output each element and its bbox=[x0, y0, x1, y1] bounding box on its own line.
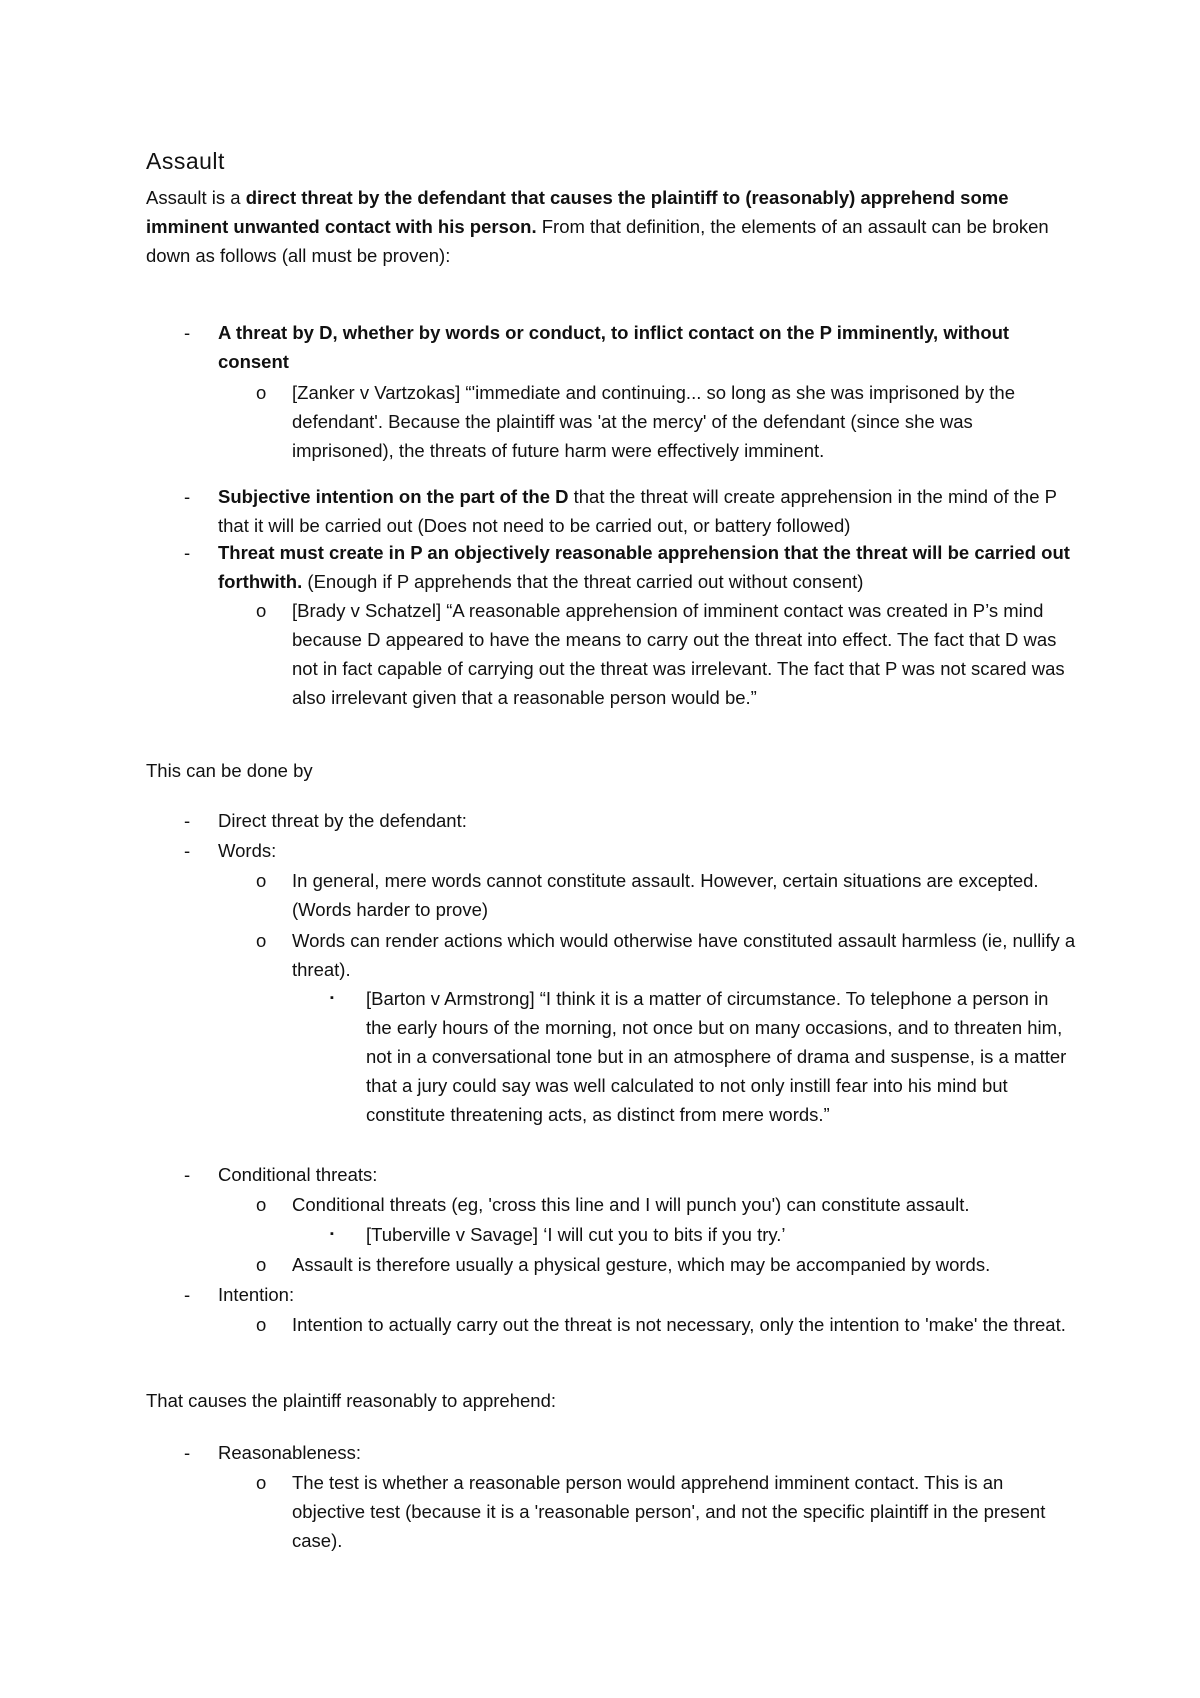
circle-bullet: o bbox=[256, 382, 267, 403]
circle-bullet: o bbox=[256, 870, 267, 891]
item-conditional-threats: Conditional threats: bbox=[218, 1164, 378, 1185]
section-heading-done-by: This can be done by bbox=[146, 760, 313, 781]
words-sub-nullify: Words can render actions which would otherwise have constituted assault harmless (ie, nullify a threat). bbox=[292, 930, 1076, 980]
dash-bullet: - bbox=[184, 1164, 191, 1185]
dash-bullet: - bbox=[184, 1442, 191, 1463]
circle-bullet: o bbox=[256, 1314, 267, 1335]
dash-bullet: - bbox=[184, 542, 191, 563]
section-heading-apprehend: That causes the plaintiff reasonably to apprehend: bbox=[146, 1390, 557, 1411]
dash-bullet: - bbox=[184, 322, 191, 343]
case-tuberville: [Tuberville v Savage] ‘I will cut you to bits if you try.’ bbox=[366, 1224, 786, 1245]
intro-text-rest: From that definition, the elements of an assault can be broken down as follows (all must be proven): bbox=[146, 216, 1049, 266]
dash-bullet: - bbox=[184, 810, 191, 831]
page-title: Assault bbox=[146, 148, 225, 174]
dash-bullet: - bbox=[184, 840, 191, 861]
words-sub-general: In general, mere words cannot constitute assault. However, certain situations are excepted. (Words harder to prove) bbox=[292, 870, 1039, 920]
element-threat: A threat by D, whether by words or conduct, to inflict contact on the P imminently, without consent bbox=[218, 322, 1010, 372]
element-intention-text: that the threat will create apprehension in the mind of the P that it will be carried out (Does not need to be carried out, or battery followed) bbox=[218, 486, 1057, 536]
dash-bullet: - bbox=[184, 1284, 191, 1305]
element-apprehension-bold: Threat must create in P an objectively reasonable apprehension that the threat will be carried out forthwith. bbox=[218, 542, 1070, 592]
case-barton: [Barton v Armstrong] “I think it is a matter of circumstance. To telephone a person in the early hours of the morning, not once but on many occasions, and to threaten him, not in a conversational tone but in an atmosphere of drama and suspense, is a matter that a jury could say was well calculated to not only instill fear into his mind but constitute threatening acts, as distinct from mere words.” bbox=[366, 988, 1067, 1125]
circle-bullet: o bbox=[256, 1254, 267, 1275]
circle-bullet: o bbox=[256, 930, 267, 951]
circle-bullet: o bbox=[256, 1194, 267, 1215]
item-intention: Intention: bbox=[218, 1284, 295, 1305]
intention-sub: Intention to actually carry out the threat is not necessary, only the intention to 'make' the threat. bbox=[292, 1314, 1066, 1335]
circle-bullet: o bbox=[256, 600, 267, 621]
square-bullet: ▪ bbox=[330, 992, 334, 1004]
square-bullet: ▪ bbox=[330, 1228, 334, 1240]
conditional-sub-example: Conditional threats (eg, 'cross this line and I will punch you') can constitute assault. bbox=[292, 1194, 970, 1215]
intro-definition: direct threat by the defendant that causes the plaintiff to (reasonably) apprehend some imminent unwanted contact with his person. bbox=[146, 187, 1009, 237]
item-direct-threat: Direct threat by the defendant: bbox=[218, 810, 467, 831]
element-apprehension bbox=[218, 538, 1078, 596]
element-apprehension-text: (Enough if P apprehends that the threat carried out without consent) bbox=[302, 571, 864, 592]
element-intention bbox=[218, 482, 1078, 540]
intro-paragraph bbox=[146, 183, 1076, 270]
case-brady: [Brady v Schatzel] “A reasonable apprehension of imminent contact was created in P’s mind because D appeared to have the means to carry out the threat into effect. The fact that D was not in fact capable of carrying out the threat was irrelevant. The fact that P was not scared was also irrelevant given that a reasonable person would be.” bbox=[292, 600, 1065, 708]
reasonableness-sub: The test is whether a reasonable person would apprehend imminent contact. This is an objective test (because it is a 'reasonable person', and not the specific plaintiff in the present case). bbox=[292, 1472, 1046, 1551]
item-reasonableness: Reasonableness: bbox=[218, 1442, 361, 1463]
element-intention-bold: Subjective intention on the part of the D bbox=[218, 486, 569, 507]
case-zanker: [Zanker v Vartzokas] “'immediate and continuing... so long as she was imprisoned by the defendant'. Because the plaintiff was 'at the mercy' of the defendant (since she was imprisoned), the threats of future harm were effectively imminent. bbox=[292, 382, 1015, 461]
dash-bullet: - bbox=[184, 486, 191, 507]
intro-text: Assault is a bbox=[146, 187, 246, 208]
conditional-sub-gesture: Assault is therefore usually a physical gesture, which may be accompanied by words. bbox=[292, 1254, 991, 1275]
item-words: Words: bbox=[218, 840, 277, 861]
circle-bullet: o bbox=[256, 1472, 267, 1493]
